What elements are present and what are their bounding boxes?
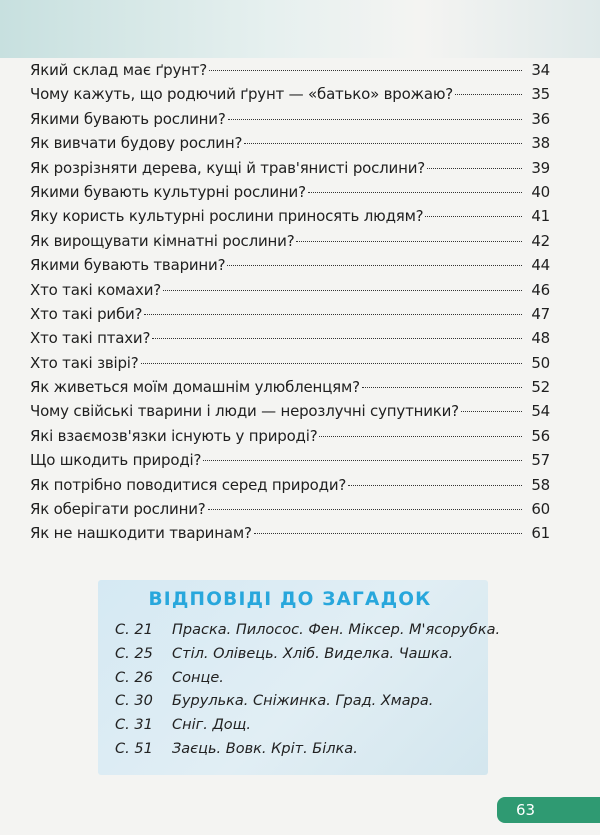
toc-entry-title: Як вирощувати кімнатні рослини? xyxy=(30,231,295,250)
toc-entry[interactable] xyxy=(30,180,550,204)
toc-entry[interactable] xyxy=(30,302,550,326)
toc-leader-dots xyxy=(348,484,522,486)
toc-leader-dots xyxy=(228,118,522,120)
answer-text: Стіл. Олівець. Хліб. Виделка. Чашка. xyxy=(172,645,454,662)
toc-entry-page: 35 xyxy=(531,85,550,104)
toc-entry[interactable] xyxy=(30,448,550,472)
answer-text: Праска. Пилосос. Фен. Міксер. М'ясорубка. xyxy=(172,622,501,638)
toc-entry-page: 36 xyxy=(531,109,550,128)
answer-item xyxy=(115,667,500,691)
toc-entry[interactable] xyxy=(30,351,550,375)
toc-entry-page: 54 xyxy=(531,402,550,421)
toc-leader-dots xyxy=(296,240,522,242)
toc-entry[interactable] xyxy=(30,204,550,228)
answer-item xyxy=(115,619,500,643)
toc-entry-page: 44 xyxy=(531,256,550,275)
answer-page-ref: С. 30 xyxy=(115,693,153,710)
toc-entry-title: Хто такі птахи? xyxy=(30,329,151,348)
toc-entry[interactable] xyxy=(30,253,550,277)
toc-entry-page: 47 xyxy=(531,304,550,323)
toc-entry-page: 57 xyxy=(531,451,550,470)
toc-entry-page: 39 xyxy=(531,158,550,177)
toc-entry-title: Як оберігати рослини? xyxy=(30,500,206,519)
toc-entry-page: 52 xyxy=(531,378,550,397)
toc-entry-title: Як не нашкодити тваринам? xyxy=(30,524,252,543)
toc-entry-title: Чому свійські тварини і люди — нерозлучні супутники? xyxy=(30,402,459,421)
toc-entry-page: 56 xyxy=(531,426,550,445)
answer-item xyxy=(115,714,500,738)
toc-entry-title: Якими бувають тварини? xyxy=(30,256,226,275)
toc-entry-page: 34 xyxy=(531,61,550,79)
toc-entry[interactable] xyxy=(30,107,550,131)
toc-leader-dots xyxy=(319,435,522,437)
toc-entry[interactable] xyxy=(30,375,550,399)
answers-heading: ВІДПОВІДІ ДО ЗАГАДОК xyxy=(148,589,432,610)
answer-page-ref: С. 21 xyxy=(115,622,153,638)
toc-entry-page: 41 xyxy=(531,207,550,226)
page-number: 63 xyxy=(516,801,536,819)
toc-entry-title: Хто такі звірі? xyxy=(30,353,139,372)
toc-leader-dots xyxy=(227,264,522,266)
toc-entry[interactable] xyxy=(30,326,550,350)
toc-leader-dots xyxy=(209,69,522,71)
toc-entry[interactable] xyxy=(30,521,550,545)
toc-entry-page: 60 xyxy=(531,500,550,519)
toc-leader-dots xyxy=(152,337,522,339)
toc-leader-dots xyxy=(425,215,522,217)
answer-text: Заєць. Вовк. Кріт. Білка. xyxy=(172,740,358,757)
toc-entry-title: Як розрізняти дерева, кущі й трав'янисті рослини? xyxy=(30,158,426,177)
toc-entry-title: Чому кажуть, що родючий ґрунт — «батько» врожаю? xyxy=(30,85,454,104)
toc-leader-dots xyxy=(203,459,522,461)
toc-entry[interactable] xyxy=(30,497,550,521)
toc-entry-page: 58 xyxy=(531,475,550,494)
toc-entry-page: 38 xyxy=(531,134,550,153)
toc-entry-page: 40 xyxy=(531,182,550,201)
answer-page-ref: С. 25 xyxy=(115,645,153,662)
toc-leader-dots xyxy=(141,362,522,364)
table-of-contents xyxy=(30,58,550,546)
answer-item xyxy=(115,690,500,714)
toc-leader-dots xyxy=(144,313,522,315)
answer-item xyxy=(115,643,500,667)
toc-entry-title: Що шкодить природі? xyxy=(30,451,202,470)
toc-entry[interactable] xyxy=(30,424,550,448)
toc-leader-dots xyxy=(362,386,522,388)
toc-entry-title: Хто такі риби? xyxy=(30,304,143,323)
toc-entry[interactable] xyxy=(30,229,550,253)
toc-entry-page: 50 xyxy=(531,353,550,372)
toc-entry[interactable] xyxy=(30,278,550,302)
toc-entry-title: Яку користь культурні рослини приносять людям? xyxy=(30,207,424,226)
toc-entry[interactable] xyxy=(30,156,550,180)
answer-text: Сніг. Дощ. xyxy=(172,717,251,734)
toc-entry-page: 48 xyxy=(531,329,550,348)
toc-entry-title: Як потрібно поводитися серед природи? xyxy=(30,475,347,494)
toc-entry-page: 42 xyxy=(531,231,550,250)
page-number-badge xyxy=(497,797,600,823)
top-color-band xyxy=(0,0,600,58)
toc-leader-dots xyxy=(461,410,522,412)
toc-leader-dots xyxy=(254,532,522,534)
answer-text: Бурулька. Сніжинка. Град. Хмара. xyxy=(172,693,434,710)
toc-entry[interactable] xyxy=(30,473,550,497)
toc-entry-title: Які взаємозв'язки існують у природі? xyxy=(30,426,318,445)
toc-entry-page: 46 xyxy=(531,280,550,299)
toc-entry[interactable] xyxy=(30,82,550,106)
toc-entry-title: Якими бувають рослини? xyxy=(30,109,226,128)
answer-text: Сонце. xyxy=(172,669,224,686)
toc-leader-dots xyxy=(244,142,522,144)
answer-page-ref: С. 26 xyxy=(115,669,153,686)
toc-entry-page: 61 xyxy=(531,524,550,543)
toc-leader-dots xyxy=(427,167,522,169)
toc-entry-title: Як живеться моїм домашнім улюбленцям? xyxy=(30,378,360,397)
toc-entry-title: Хто такі комахи? xyxy=(30,280,162,299)
toc-entry[interactable] xyxy=(30,131,550,155)
toc-leader-dots xyxy=(455,93,522,95)
toc-entry[interactable] xyxy=(30,58,550,82)
toc-leader-dots xyxy=(308,191,522,193)
toc-leader-dots xyxy=(208,508,522,510)
answer-page-ref: С. 31 xyxy=(115,717,153,734)
toc-entry-title: Якими бувають культурні рослини? xyxy=(30,182,306,201)
answer-page-ref: С. 51 xyxy=(115,740,153,757)
answer-item xyxy=(115,738,500,762)
answers-list xyxy=(115,619,500,762)
toc-leader-dots xyxy=(163,289,522,291)
toc-entry[interactable] xyxy=(30,399,550,423)
toc-entry-title: Як вивчати будову рослин? xyxy=(30,134,243,153)
toc-entry-title: Який склад має ґрунт? xyxy=(30,61,208,79)
